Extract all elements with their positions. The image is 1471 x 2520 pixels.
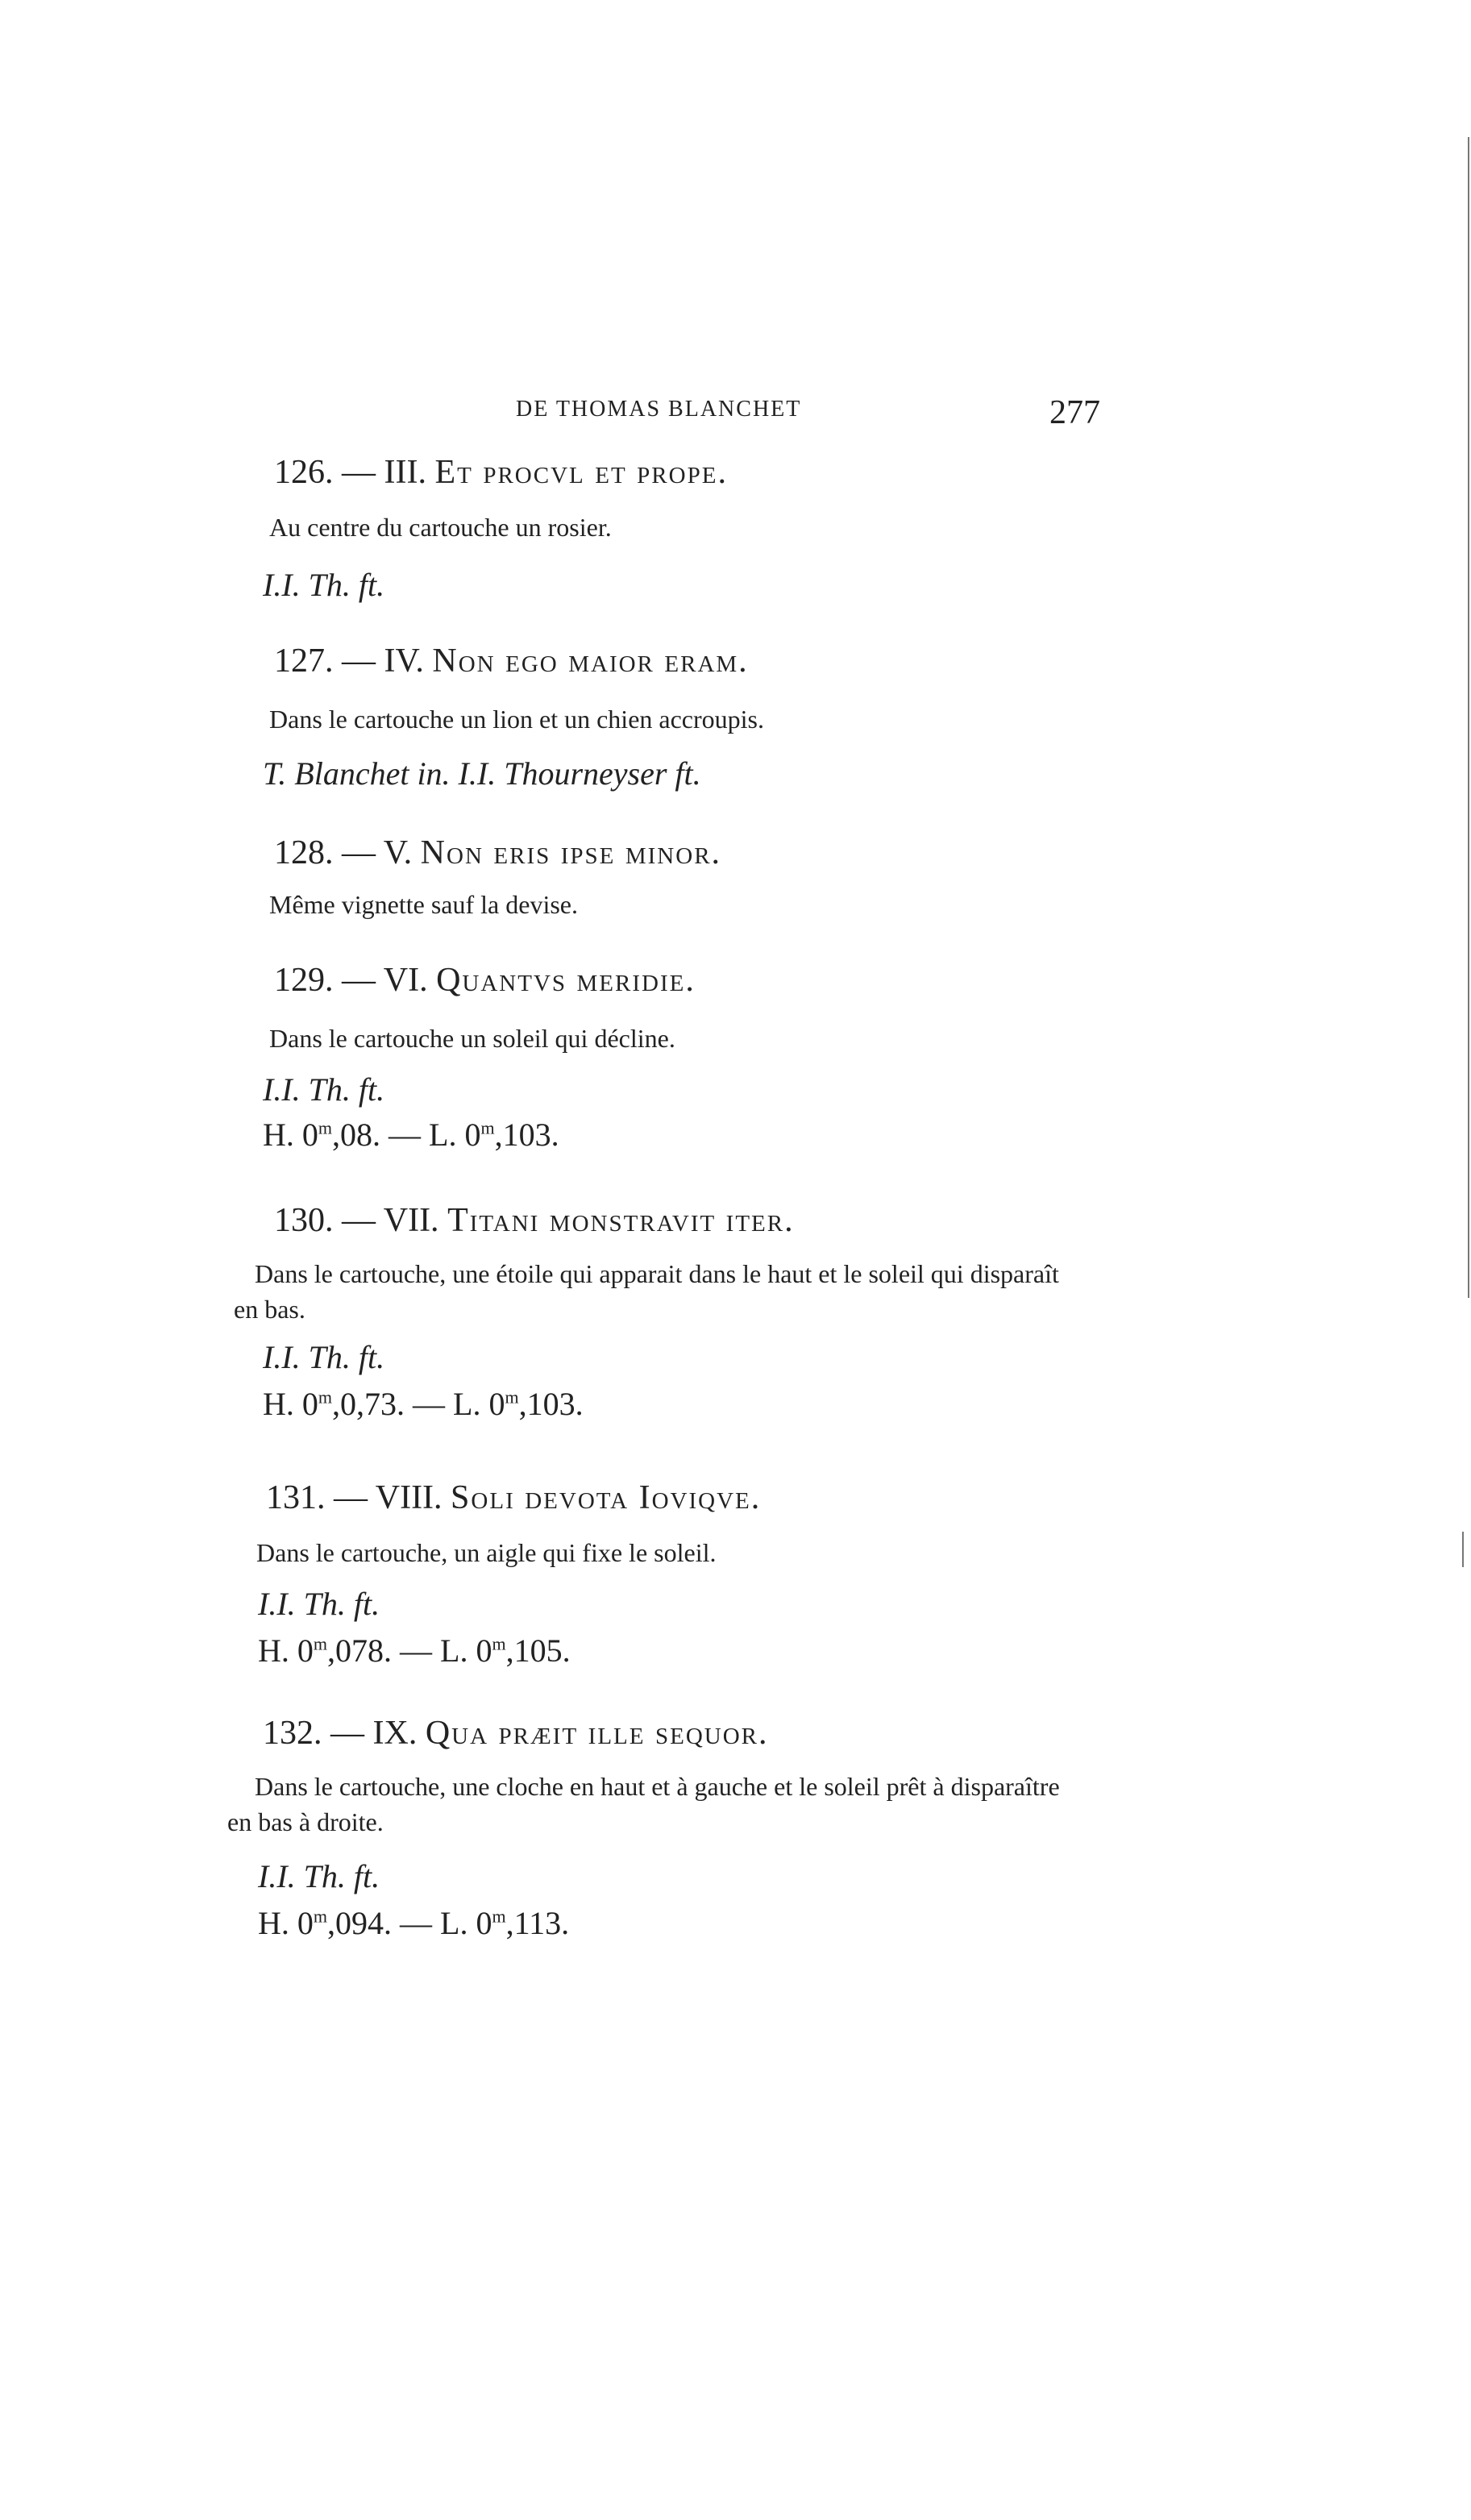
page-number: 277 [1049, 394, 1100, 431]
entry-heading: 127. — IV. Non ego maior eram. [274, 642, 749, 680]
entry-credit: I.I. Th. ft. [263, 567, 385, 603]
entry-description: Même vignette sauf la devise. [269, 890, 578, 919]
entry-motto: Non eris ipse minor. [420, 834, 722, 871]
entry-heading: 132. — IX. Qua præit ille sequor. [263, 1715, 769, 1752]
entry-number: 126. [274, 454, 334, 491]
entry-description: Dans le cartouche, une étoile qui apparait dans le haut et le soleil qui disparaît en bas. [234, 1259, 1059, 1324]
scan-edge-line [1468, 137, 1469, 1298]
entry-heading: 129. — VI. Quantvs meridie. [274, 962, 696, 999]
entry-dimensions: H. 0$^m$,08. — L. 0$^m$,103. [263, 1117, 559, 1153]
entry-roman: VI. [383, 962, 428, 999]
entry-number: 132. [263, 1715, 322, 1752]
entry-motto: Qua præit ille sequor. [425, 1715, 769, 1752]
entry-number: 128. [274, 834, 334, 871]
entry-motto: Et procvl et prope. [434, 454, 728, 491]
entry-motto: Quantvs meridie. [436, 962, 696, 999]
entry-credit: I.I. Th. ft. [263, 1071, 385, 1108]
entry-motto: Titani monstravit iter. [447, 1202, 795, 1239]
entry-heading: 131. — VIII. Soli devota Ioviqve. [266, 1479, 762, 1516]
entry-description: Dans le cartouche, un aigle qui fixe le soleil. [256, 1538, 717, 1567]
entry-dimensions: H. 0$^m$,078. — L. 0$^m$,105. [258, 1632, 571, 1669]
entry-dimensions: H. 0$^m$,0,73. — L. 0$^m$,103. [263, 1386, 584, 1422]
entry-roman: IV. [384, 642, 424, 680]
entry-motto: Soli devota Ioviqve. [451, 1479, 762, 1516]
running-head: DE THOMAS BLANCHET [516, 397, 802, 422]
entry-credit: I.I. Th. ft. [263, 1339, 385, 1375]
entry-description: Dans le cartouche un soleil qui décline. [269, 1024, 675, 1053]
entry-motto: Non ego maior eram. [432, 642, 749, 680]
entry-number: 129. [274, 962, 334, 999]
entry-roman: VIII. [375, 1479, 443, 1516]
entry-heading: 128. — V. Non eris ipse minor. [274, 834, 722, 871]
entry-roman: VII. [383, 1202, 439, 1239]
entry-heading: 130. — VII. Titani monstravit iter. [274, 1202, 795, 1239]
entry-number: 127. [274, 642, 334, 680]
entry-description: Dans le cartouche, une cloche en haut et à gauche et le soleil prêt à disparaître en bas à droite. [227, 1772, 1060, 1836]
entry-number: 130. [274, 1202, 334, 1239]
scan-edge-mark [1462, 1532, 1464, 1567]
entry-credit: I.I. Th. ft. [258, 1858, 380, 1894]
entry-heading: 126. — III. Et procvl et prope. [274, 454, 728, 491]
entry-description: Au centre du cartouche un rosier. [269, 513, 612, 542]
entry-roman: III. [384, 454, 426, 491]
entry-dimensions: H. 0$^m$,094. — L. 0$^m$,113. [258, 1905, 570, 1941]
page-header [0, 393, 1471, 434]
entry-credit: T. Blanchet in. I.I. Thourneyser ft. [263, 755, 701, 792]
entry-number: 131. [266, 1479, 326, 1516]
entry-credit: I.I. Th. ft. [258, 1586, 380, 1622]
entry-description: Dans le cartouche un lion et un chien accroupis. [269, 705, 764, 734]
entry-roman: IX. [372, 1715, 418, 1752]
entry-roman: V. [383, 834, 413, 871]
